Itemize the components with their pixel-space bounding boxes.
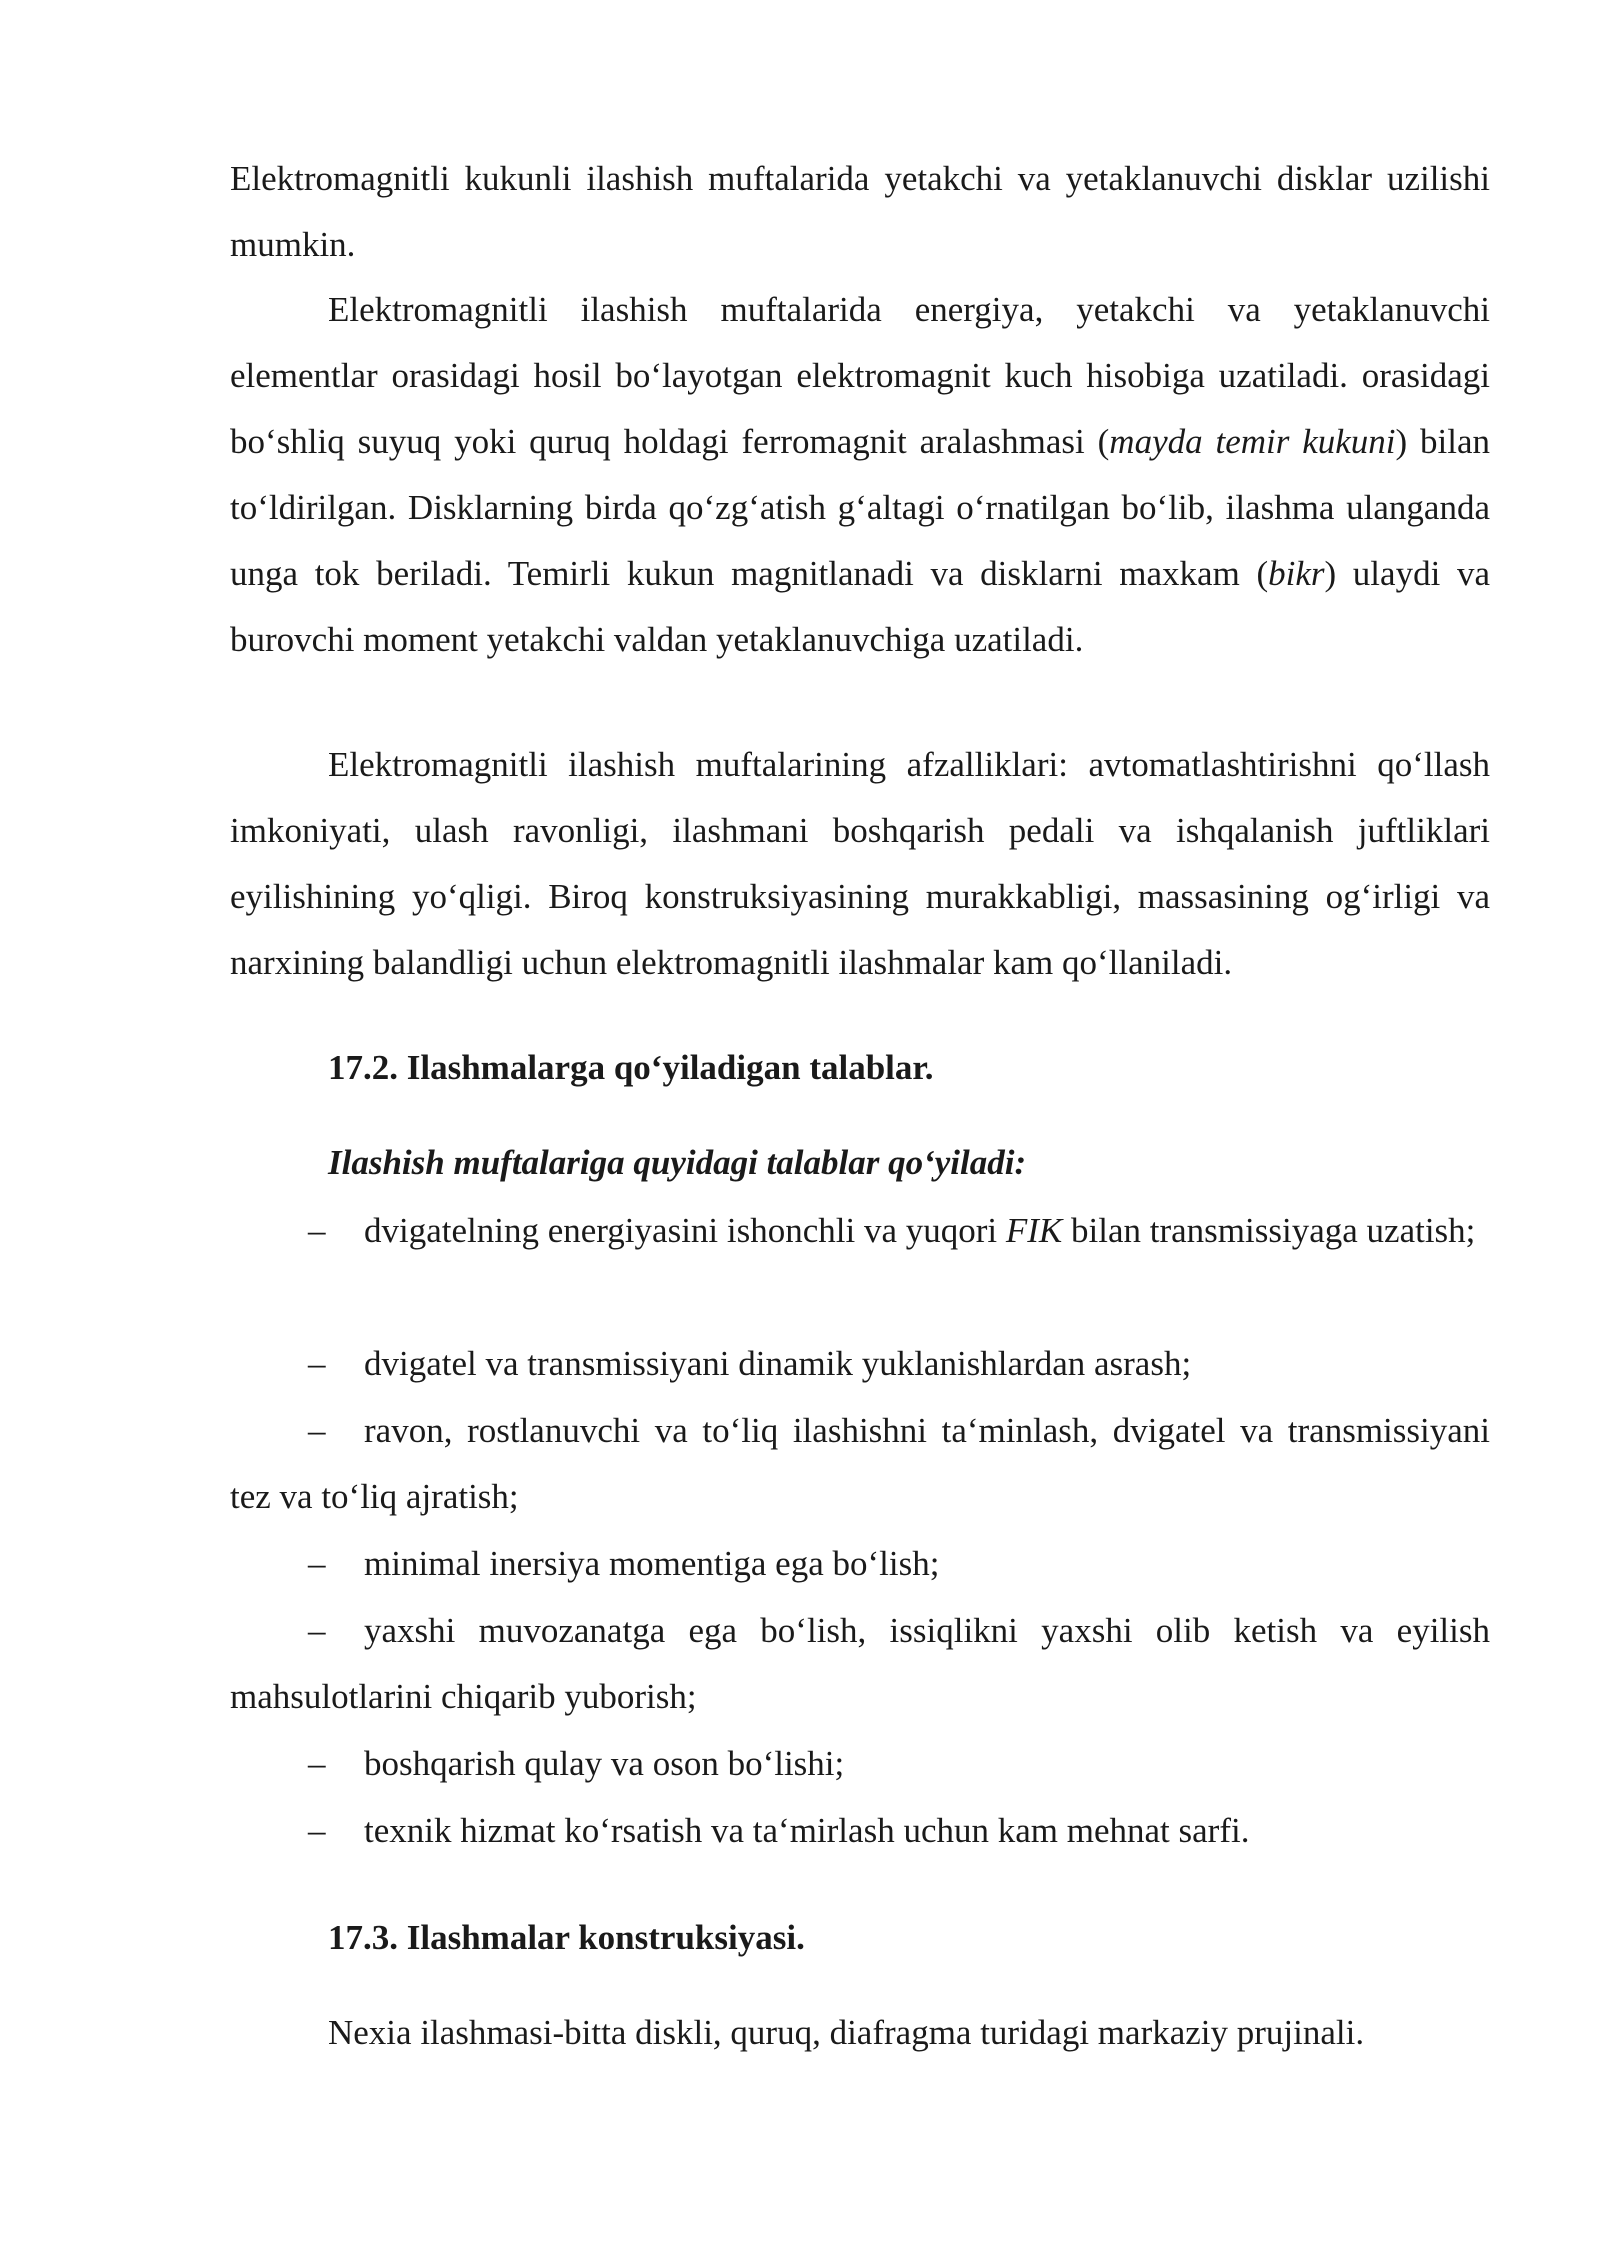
list-item-text: dvigatelning energiyasini ishonchli va yuqori (364, 1211, 1006, 1250)
list-item (230, 1598, 1490, 1730)
requirements-subheading: Ilashish muftalariga quyidagi talablar qo‘yiladi: (328, 1143, 1027, 1182)
list-item-text: yaxshi muvozanatga ega bo‘lish, issiqlikni yaxshi olib ketish va eyilish mahsulotlarini chiqarib yuborish; (230, 1611, 1490, 1716)
paragraph-text: Elektromagnitli ilashish muftalarida energiya, yetakchi va yetaklanuvchi elementlar orasidagi hosil bo‘layotgan elektromagnit kuch hisobiga uzatiladi. orasidagi bo‘shliq suyuq yoki quruq holdagi ferromagnit aralashmasi ( (230, 290, 1490, 461)
list-item (230, 1331, 1490, 1397)
list-item (230, 1798, 1490, 1864)
paragraph-advantages: Elektromagnitli ilashish muftalarining afzalliklari: avtomatlashtirishni qo‘llash imkoniyati, ulash ravonligi, ilashmani boshqarish pedali va ishqalanish juftliklari eyilishining yo‘qligi. Biroq konstruksiyasining murakkabligi, massasining og‘irligi va narxining balandligi uchun elektromagnitli ilashmalar kam qo‘llaniladi. (230, 745, 1490, 982)
list-item-text: texnik hizmat ko‘rsatish va ta‘mirlash uchun kam mehnat sarfi. (364, 1811, 1250, 1850)
paragraph-intro: Elektromagnitli kukunli ilashish muftalarida yetakchi va yetaklanuvchi disklar uzilishi mumkin. (230, 159, 1490, 264)
list-item (230, 1531, 1490, 1597)
dash-bullet: – (308, 1211, 326, 1250)
paragraph-text: ) bilan to‘ldirilgan. Disklarning birda qo‘zg‘atish g‘altagi o‘rnatilgan bo‘lib, ilashma ulanganda unga tok beriladi. Temirli kukun magnitlanadi va disklarni maxkam ( (230, 422, 1490, 593)
list-item-text: bilan transmissiyaga uzatish; (1062, 1211, 1476, 1250)
italic-term: mayda temir kukuni (1109, 422, 1396, 461)
italic-term: bikr (1268, 554, 1325, 593)
list-item (230, 1731, 1490, 1797)
dash-bullet: – (308, 1811, 326, 1850)
italic-term: FIK (1005, 1211, 1063, 1250)
paragraph-text: ) ulaydi va burovchi moment yetakchi valdan yetaklanuvchiga uzatiladi. (230, 554, 1490, 659)
dash-bullet: – (308, 1544, 326, 1583)
list-item (230, 1398, 1490, 1530)
list-item-text: minimal inersiya momentiga ega bo‘lish; (364, 1544, 940, 1583)
list-item-text: boshqarish qulay va oson bo‘lishi; (364, 1744, 845, 1783)
dash-bullet: – (308, 1744, 326, 1783)
paragraph-energy-transfer (230, 277, 1490, 673)
list-item-text: dvigatel va transmissiyani dinamik yuklanishlardan asrash; (364, 1344, 1192, 1383)
list-item (230, 1198, 1490, 1264)
section-heading-17-3: 17.3. Ilashmalar konstruksiyasi. (328, 1918, 805, 1957)
dash-bullet: – (308, 1344, 326, 1383)
list-item-text: ravon, rostlanuvchi va to‘liq ilashishni ta‘minlash, dvigatel va transmissiyani tez va to‘liq ajratish; (230, 1411, 1490, 1516)
section-heading-17-2: 17.2. Ilashmalarga qo‘yiladigan talablar. (328, 1048, 934, 1087)
paragraph-nexia-clutch: Nexia ilashmasi-bitta diskli, quruq, diafragma turidagi markaziy prujinali. (328, 2013, 1365, 2052)
dash-bullet: – (308, 1411, 326, 1450)
dash-bullet: – (308, 1611, 326, 1650)
